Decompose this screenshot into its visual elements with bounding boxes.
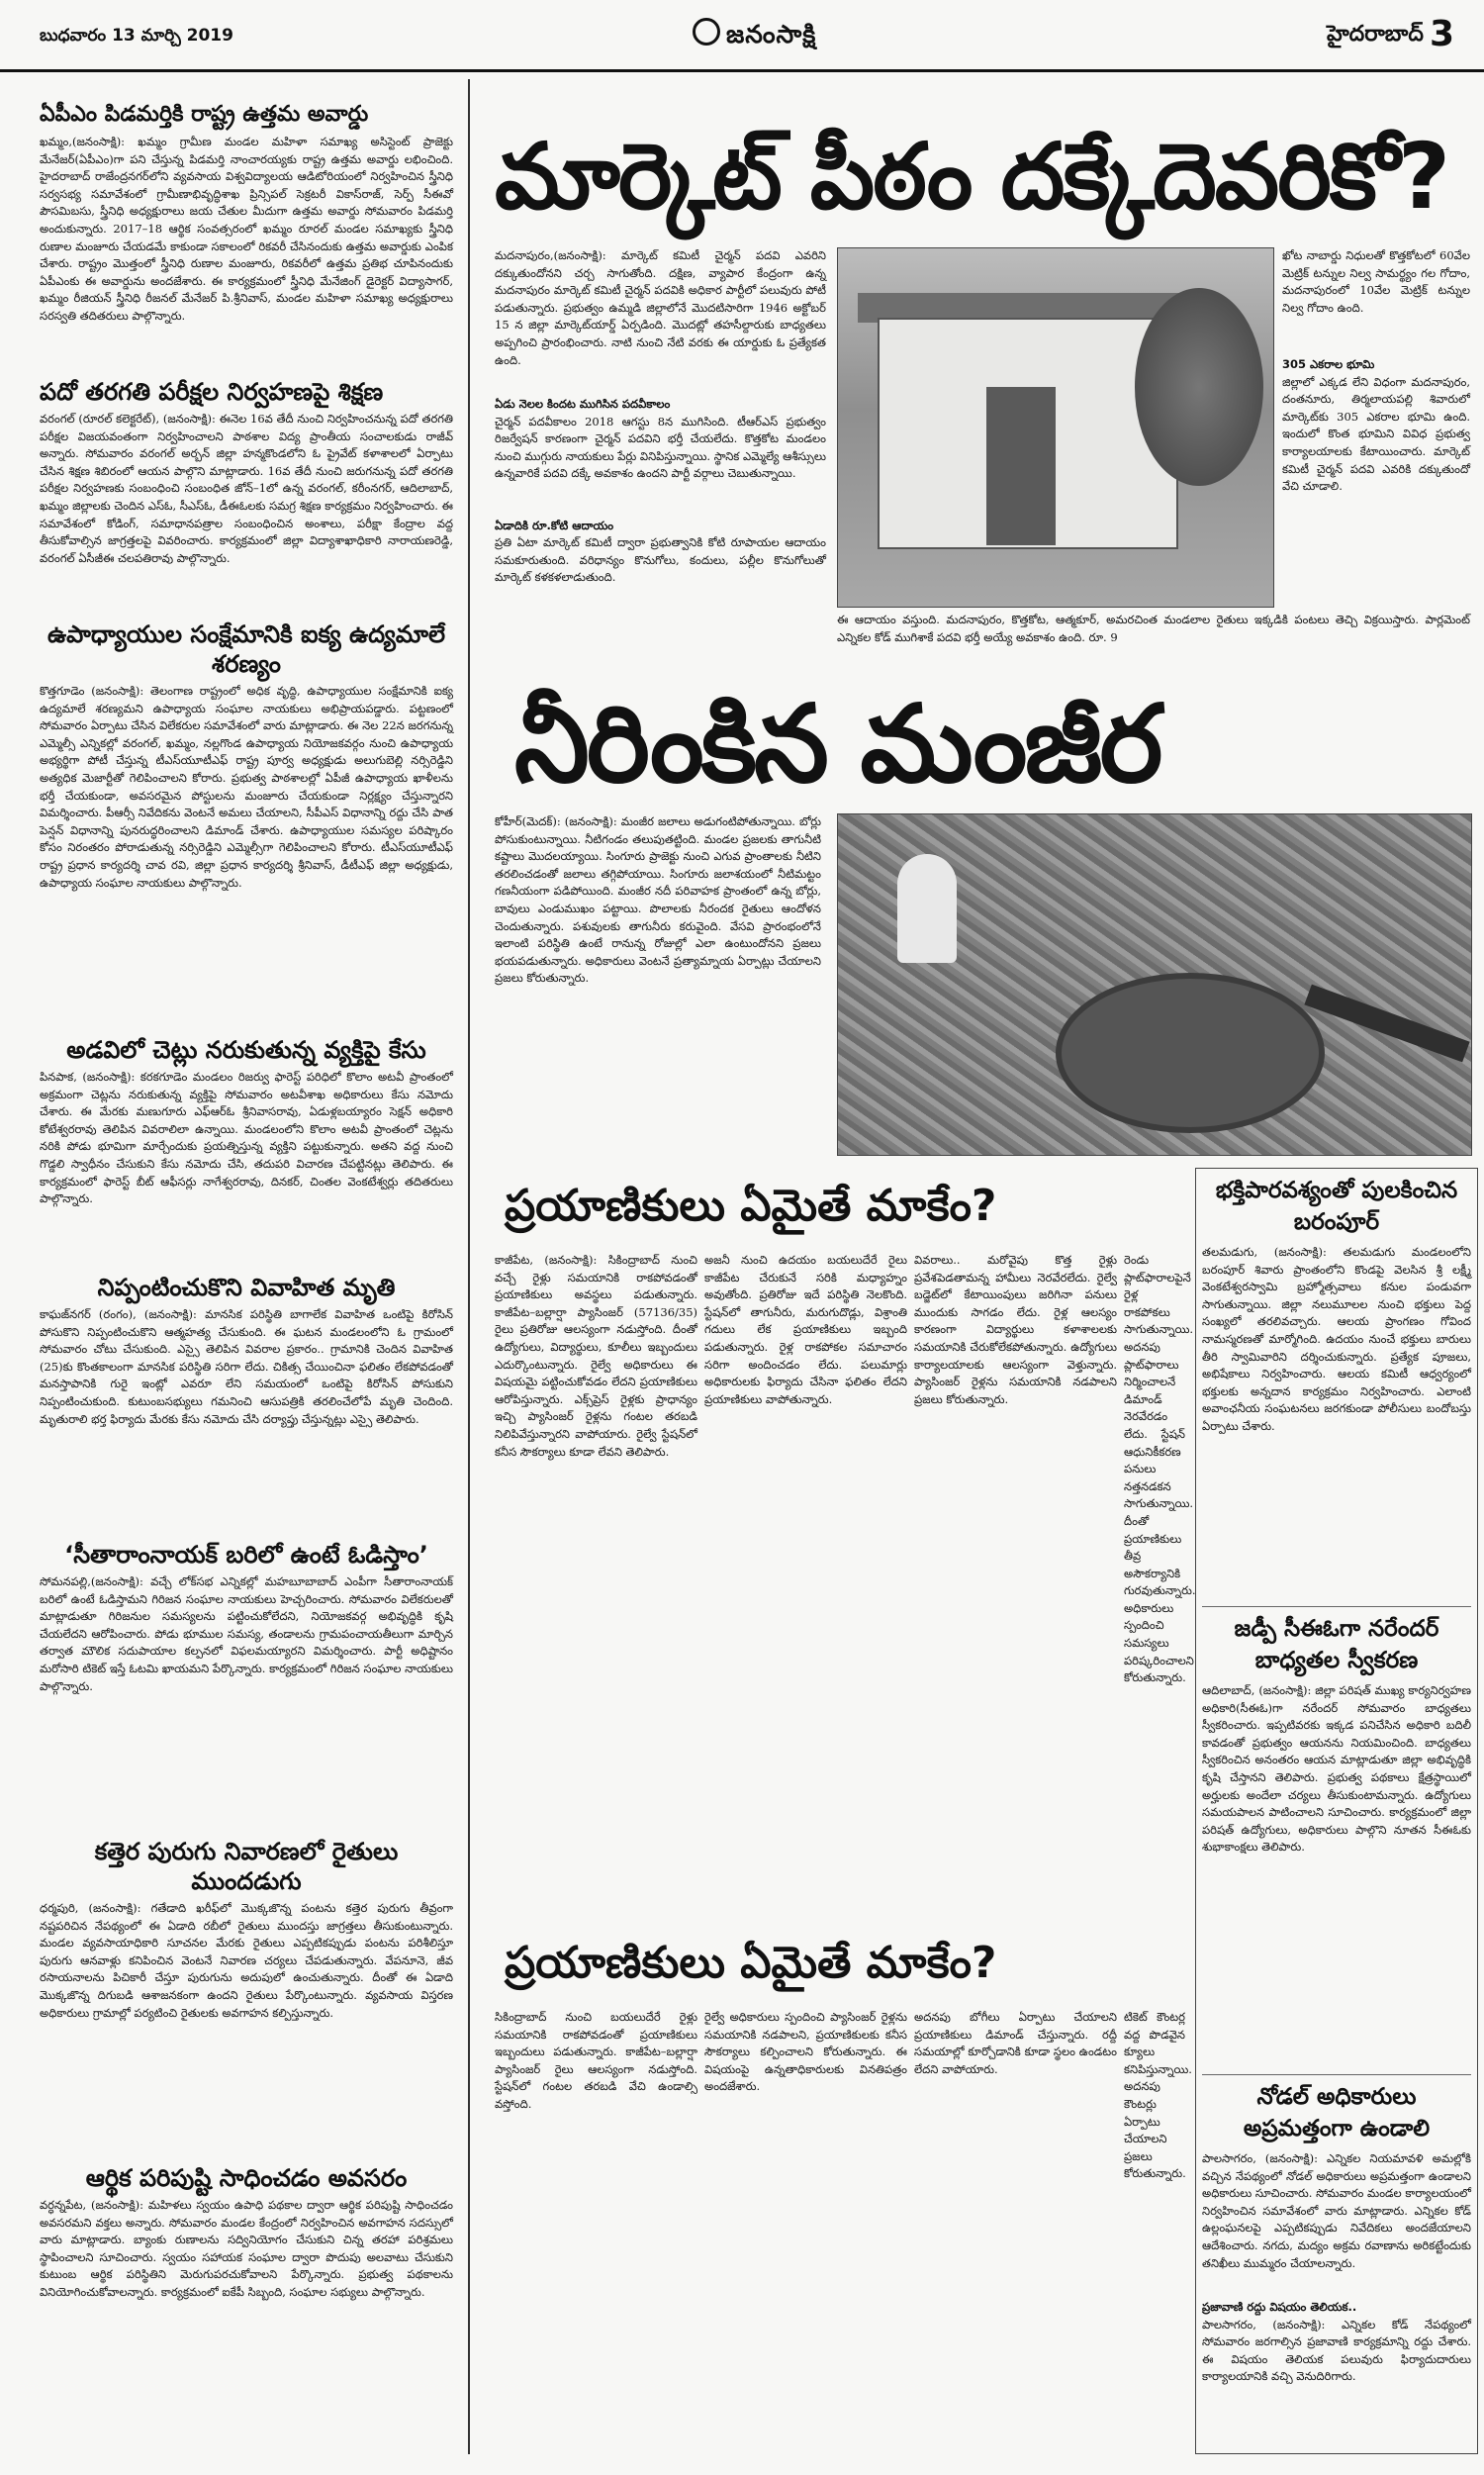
article-body: మదనాపురం,(జనంసాక్షి): మార్కెట్ కమిటీ చైర్మన్ పదవి ఎవరిని దక్కుతుందోనని చర్చ సాగుతోంది. దక్షిణ, వ్యాపార కేంద్రంగా ఉన్న మదనాపురం మార్కెట్ కమిటీ చైర్మన్ పదవికి అధికార పార్టీలో పలువురు పోటీ పడుతున్నారు. ప్రభుత్వం ఉమ్మడి జిల్లాలోనే మొదటిసారిగా 1946 అక్టోబర్ 15 న జిల్లా మార్కెట్‌యార్డ్ ఏర్పడింది. మొదట్లో తహసీల్దారుకు బాధ్యతలు అప్పగించి ప్రారంభించారు. నాటి నుంచి నేటి వరకు ఈ యార్డుకు ఓ ప్రత్యేకత ఉంది. bbox=[495, 248, 826, 367]
article-headline: పదో తరగతి పరీక్షల నిర్వహణపై శిక్షణ bbox=[40, 378, 384, 406]
divider bbox=[1202, 2074, 1471, 2075]
article-body: రెండు ప్లాట్‌ఫారాలపైనే రైళ్ల రాకపోకలు సాగుతున్నాయి. అదనపు ప్లాట్‌ఫారాలు నిర్మించాలనే డిమాండ్ నెరవేరడం లేదు. స్టేషన్ ఆధునికీకరణ పనులు నత్తనడకన సాగుతున్నాయి. దీంతో ప్రయాణికులు తీవ్ర అసౌకర్యానికి గురవుతున్నారు. అధికారులు స్పందించి సమస్యలు పరిష్కరించాలని కోరుతున్నారు. bbox=[1124, 1253, 1196, 1685]
photo-door bbox=[986, 387, 1056, 545]
article-body: వివరాలు.. మరోవైపు కొత్త రైళ్లు ప్రవేశపెడతామన్న హామీలు నెరవేరలేదు. రైల్వే బడ్జెట్‌లో కేటాయింపులు జరిగినా పనులు ముందుకు సాగడం లేదు. రైళ్ల ఆలస్యం కారణంగా విద్యార్థులు కళాశాలలకు సమయానికి చేరుకోలేకపోతున్నారు. ఉద్యోగులు కార్యాలయాలకు ఆలస్యంగా వెళ్తున్నారు. ప్యాసింజర్ రైళ్లను సమయానికి నడపాలని ప్రజలు కోరుతున్నారు. bbox=[914, 1253, 1117, 1406]
subheading: ఏడు నెలల కిందట ముగిసిన పదవీకాలం bbox=[495, 397, 671, 411]
article-body: అదనపు బోగీలు ఏర్పాటు చేయాలని ప్రయాణికులు డిమాండ్ చేస్తున్నారు. రద్దీ సమయాల్లో కూర్చోడానికి కూడా స్థలం ఉండటం లేదని వాపోయారు. bbox=[914, 2010, 1117, 2076]
sidebar-headline: జడ్పీ సీఈఓగా నరేందర్ బాధ్యతల స్వీకరణ bbox=[1234, 1616, 1439, 1673]
photo-tree bbox=[1135, 288, 1263, 486]
story-market-column bbox=[495, 247, 826, 619]
paper-logo bbox=[693, 18, 816, 55]
article-body: పాలసాగరం, (జనంసాక్షి): ఎన్నికల నియమావళి అమల్లోకి వచ్చిన నేపథ్యంలో నోడల్ అధికారులు అప్రమత్తంగా ఉండాలని అధికారులు సూచించారు. సోమవారం మండల కార్యాలయంలో నిర్వహించిన సమావేశంలో వారు మాట్లాడారు. ఎన్నికల కోడ్ ఉల్లంఘనలపై ఎప్పటికప్పుడు నివేదికలు అందజేయాలని ఆదేశించారు. నగదు, మద్యం అక్రమ రవాణాను అరికట్టేందుకు తనిఖీలు ముమ్మరం చేయాలన్నారు. bbox=[1202, 2151, 1471, 2270]
main-headline-manjeera: నీరింకిన మంజీర bbox=[514, 683, 1160, 807]
sidebar-headline: భక్తిపారవశ్యంతో పులకించిన బరంపూర్ bbox=[1215, 1178, 1458, 1235]
sidebar-headline: నోడల్ అధికారులు అప్రమత్తంగా ఉండాలి bbox=[1243, 2084, 1431, 2142]
article-body: జిల్లాలో ఎక్కడ లేని విధంగా మదనాపురం, దంతనూరు, తిర్మలాయపల్లి శివారులో మార్కెట్‌కు 305 ఎకరాల భూమి ఉంది. ఇందులో కొంత భూమిని వివిధ ప్రభుత్వ కార్యాలయాలకు కేటాయించారు. మార్కెట్ కమిటీ చైర్మన్ పదవి ఎవరికి దక్కుతుందో వేచి చూడాలి. bbox=[1282, 374, 1470, 494]
page-number: 3 bbox=[1429, 14, 1454, 54]
subheading: ప్రజావాణి రద్దు విషయం తెలియక.. bbox=[1202, 2300, 1357, 2314]
article-body: టికెట్ కౌంటర్ల వద్ద పొడవైన క్యూలు కనిపిస్తున్నాయి. అదనపు కౌంటర్లు ఏర్పాటు చేయాలని ప్రజలు కోరుతున్నారు. bbox=[1124, 2010, 1192, 2181]
subheading: 305 ఎకరాల భూమి bbox=[1282, 357, 1375, 371]
main-headline-market: మార్కెట్ పీఠం దక్కేదెవరికో? bbox=[495, 124, 1449, 230]
column-divider bbox=[468, 79, 470, 2454]
article-body: కోహీర్(మెదక్): (జనంసాక్షి): మంజీర జలాలు అడుగంటిపోతున్నాయి. బోర్లు పోసుకుంటున్నాయి. నీటిగండం తలుపుతట్టింది. మండల ప్రజలకు తాగునీటి కష్టాలు మొదలయ్యాయి. సింగూరు ప్రాజెక్టు నుంచి ఎగువ ప్రాంతాలకు నీటిని తరలించడంతో జలాలు తగ్గిపోయాయి. సింగూరు జలాశయంలో నీటిమట్టం గణనీయంగా పడిపోయింది. మంజీర నదీ పరివాహక ప్రాంతంలో ఉన్న బోర్లు, బావులు ఎండుముఖం పట్టాయి. పొలాలకు నీరందక రైతులు ఆందోళన చెందుతున్నారు. పశువులకు తాగునీరు కరువైంది. వేసవి ప్రారంభంలోనే ఇలాంటి పరిస్థితి ఉంటే రానున్న రోజుల్లో ఎలా ఉంటుందోనని ప్రజలు భయపడుతున్నారు. అధికారులు వెంటనే ప్రత్యామ్నాయ ఏర్పాట్లు చేయాలని ప్రజలు కోరుతున్నారు. bbox=[495, 814, 821, 986]
left-column bbox=[40, 94, 453, 2439]
city-name: హైదరాబాద్ bbox=[1326, 22, 1424, 47]
article-headline: ‘సీతారాంనాయక్ బరిలో ఉంటే ఓడిస్తాం’ bbox=[64, 1541, 428, 1569]
page-info bbox=[1327, 14, 1454, 54]
masthead bbox=[0, 0, 1484, 72]
article-body: ప్రతి ఏటా మార్కెట్ కమిటీ ద్వారా ప్రభుత్వానికి కోటి రూపాయల ఆదాయం సమకూరుతుంది. వరిధాన్యం కొనుగోలు, కందులు, పల్లీల కొనుగోలుతో మార్కెట్ కళకళలాడుతుంది. bbox=[495, 535, 826, 585]
article-body: సికింద్రాబాద్ నుంచి బయలుదేరే రైళ్లు సమయానికి రాకపోవడంతో ప్రయాణికులు ఇబ్బందులు పడుతున్నారు. కాజీపేట–బల్లార్షా ప్యాసింజర్ రైలు ఆలస్యంగా నడుస్తోంది. స్టేషన్‌లో గంటల తరబడి వేచి ఉండాల్సి వస్తోంది. bbox=[495, 2010, 697, 2111]
article-body: అజనీ నుంచి ఉదయం బయలుదేరే రైలు కాజీపేట చేరుకునే సరికి మధ్యాహ్నం అవుతోంది. ప్రతిరోజు ఇదే పరిస్థితి నెలకొంది. స్టేషన్‌లో తాగునీరు, మరుగుదొడ్లు, విశ్రాంతి గదులు లేక ప్రయాణికులు ఇబ్బంది పడుతున్నారు. రైళ్ల రాకపోకల సమాచారం సరిగా అందించడం లేదు. పలుమార్లు అధికారులకు ఫిర్యాదు చేసినా ఫలితం లేదని ప్రయాణికులు వాపోతున్నారు. bbox=[704, 1253, 907, 1406]
article-body: పాలసాగరం, (జనంసాక్షి): ఎన్నికల కోడ్ నేపథ్యంలో సోమవారం జరగాల్సిన ప్రజావాణి కార్యక్రమాన్ని రద్దు చేశారు. ఈ విషయం తెలియక పలువురు ఫిర్యాదుదారులు కార్యాలయానికి వచ్చి వెనుదిరిగారు. bbox=[1202, 2317, 1471, 2384]
right-sidebar-box bbox=[1195, 1168, 1478, 2454]
story-market-column bbox=[1282, 247, 1470, 606]
article-body: కొత్తగూడెం (జనంసాక్షి): తెలంగాణ రాష్ట్రంలో అధిక వృద్ధి, ఉపాధ్యాయుల సంక్షేమానికి ఐక్య ఉద్యమాలే శరణ్యమని ఉపాధ్యాయ సంఘాల నాయకులు అభిప్రాయపడ్డారు. పట్టణంలో సోమవారం ఏర్పాటు చేసిన విలేకరుల సమావేశంలో వారు మాట్లాడారు. ఈ నెల 22న జరగనున్న ఎమ్మెల్సీ ఎన్నికల్లో వరంగల్, ఖమ్మం, నల్లగొండ ఉపాధ్యాయ నియోజకవర్గం నుంచి ఉపాధ్యాయ అభ్యర్థిగా పోటీ చేస్తున్న టీఎస్‌యూటీఎఫ్ రాష్ట్ర పూర్వ అధ్యక్షుడు అలుగుబెల్లి నర్సిరెడ్డిని అత్యధిక మెజార్టీతో గెలిపించాలని కోరారు. ప్రభుత్వ పాఠశాలల్లో ఏపీజీ ఉపాధ్యాయ ఖాళీలను భర్తీ చేయకుండా, అవసరమైన పోస్టులను మంజూరు చేయకుండా నిర్లక్ష్యం చేస్తున్నారని విమర్శించారు. పీఆర్సీ నివేదికను వెంటనే అమలు చేయాలని, సీపీఎస్ విధానాన్ని రద్దు చేసి పాత పెన్షన్ విధానాన్ని పునరుద్ధరించాలని డిమాండ్ చేశారు. ఉపాధ్యాయుల సమస్యల పరిష్కారం కోసం నిరంతరం పోరాడుతున్న నర్సిరెడ్డిని ఎమ్మెల్సీగా గెలిపించాలని కోరారు. టీఎస్‌యూటీఎఫ్ రాష్ట్ర ప్రధాన కార్యదర్శి చావ రవి, జిల్లా ప్రధాన కార్యదర్శి శ్రీనివాస్, డీటీఎఫ్ జిల్లా అధ్యక్షుడు, ఉపాధ్యాయ సంఘాల నాయకులు పాల్గొన్నారు. bbox=[40, 684, 453, 890]
article-body: ఈ ఆదాయం వస్తుంది. మదనాపురం, కొత్తకోట, ఆత్మకూర్, అమరచింత మండలాల రైతులు ఇక్కడికి పంటలు తెచ్చి విక్రయిస్తారు. పార్లమెంట్ ఎన్నికల కోడ్ ముగిశాకే పదవి భర్తీ అయ్యే అవకాశం ఉంది. రూ. 9 bbox=[837, 613, 1470, 644]
article-headline: ఆర్థిక పరిపుష్టి సాధించడం అవసరం bbox=[85, 2164, 408, 2192]
photo-person bbox=[897, 854, 957, 963]
market-building-photo bbox=[837, 247, 1274, 608]
article-body: పినపాక, (జనంసాక్షి): కరకగూడెం మండలం రిజర్వు ఫారెస్ట్ పరిధిలో కొలాం అటవీ ప్రాంతంలో అక్రమంగా చెట్లను నరుకుతున్న వ్యక్తిపై సోమవారం అటవీశాఖ అధికారులు కేసు నమోదు చేశారు. ఈ మేరకు మణుగూరు ఎఫ్‌ఆర్‌ఓ శ్రీనివాసరావు, ఏడుళ్లబయ్యారం సెక్షన్ అధికారి కోటేశ్వరరావు తెలిపిన వివరాలిలా ఉన్నాయి. మండలంలోని కొలాం అటవీ ప్రాంతంలో చెట్లను నరికి పోడు భూమిగా మార్చేందుకు ప్రయత్నిస్తున్న వ్యక్తిని పట్టుకున్నారు. అతని వద్ద నుంచి గొడ్డలి స్వాధీనం చేసుకుని కేసు నమోదు చేసి, తదుపరి విచారణ చేపట్టినట్లు తెలిపారు. ఈ కార్యక్రమంలో ఫారెస్ట్ బీట్ ఆఫీసర్లు నాగేశ్వరరావు, దినకర్, చింతల వెంకటేశ్వర్లు తదితరులు పాల్గొన్నారు. bbox=[40, 1070, 453, 1206]
photo-pipe bbox=[1304, 985, 1469, 1063]
article-body: కాఘజ్‌నగర్ (రంగం), (జనంసాక్షి): మానసిక పరిస్థితి బాగాలేక వివాహిత ఒంటిపై కిరోసిన్ పోసుకొని నిప్పంటించుకొని ఆత్మహత్య చేసుకుంది. ఈ ఘటన మండలంలోని ఓ గ్రామంలో సోమవారం చోటు చేసుకుంది. ఎస్సై తెలిపిన వివరాల ప్రకారం.. గ్రామానికి చెందిన వివాహిత (25)కు కొంతకాలంగా మానసిక పరిస్థితి సరిగా లేదు. చికిత్స చేయించినా ఫలితం లేకపోవడంతో మనస్తాపానికి గురై ఇంట్లో ఎవరూ లేని సమయంలో ఒంటిపై కిరోసిన్ పోసుకుని నిప్పంటించుకుంది. కుటుంబసభ్యులు గమనించి ఆసుపత్రికి తరలించేలోపే మృతి చెందింది. మృతురాలి భర్త ఫిర్యాదు మేరకు కేసు నమోదు చేసి దర్యాప్తు చేస్తున్నట్లు ఎస్సై తెలిపారు. bbox=[40, 1307, 453, 1426]
photo-well bbox=[1056, 973, 1325, 1133]
article-headline: నిప్పంటించుకొని వివాహిత మృతి bbox=[97, 1274, 396, 1301]
article-body: వర్ధన్నపేట, (జనంసాక్షి): మహిళలు స్వయం ఉపాధి పథకాల ద్వారా ఆర్థిక పరిపుష్టి సాధించడం అవసరమని వక్తలు అన్నారు. సోమవారం మండల కేంద్రంలో నిర్వహించిన అవగాహన సదస్సులో వారు మాట్లాడారు. బ్యాంకు రుణాలను సద్వినియోగం చేసుకుని చిన్న తరహా పరిశ్రమలు స్థాపించాలని సూచించారు. స్వయం సహాయక సంఘాల ద్వారా పొదుపు అలవాటు చేసుకుని కుటుంబ ఆర్థిక పరిస్థితిని మెరుగుపరచుకోవాలని పేర్కొన్నారు. ప్రభుత్వ పథకాలను వినియోగించుకోవాలన్నారు. కార్యక్రమంలో ఐకేపీ సిబ్బంది, సంఘాల సభ్యులు పాల్గొన్నారు. bbox=[40, 2198, 453, 2299]
article-body: చైర్మన్ పదవీకాలం 2018 ఆగస్టు 8న ముగిసింది. టీఆర్ఎస్ ప్రభుత్వం రిజర్వేషన్ కారణంగా చైర్మన్ పదవిని భర్తీ చేయలేదు. కొత్తకోట మండలం నుంచి ముగ్గురు నాయకులు పేర్లు వినిపిస్తున్నాయి. స్థానిక ఎమ్మెల్యే ఆశీస్సులు ఉన్నవారికే పదవి దక్కే అవకాశం ఉందని పార్టీ వర్గాలు చెబుతున్నాయి. bbox=[495, 414, 826, 481]
subheading: ఏడాదికి రూ.కోటి ఆదాయం bbox=[495, 518, 614, 532]
dry-river-photo bbox=[837, 813, 1472, 1156]
article-body: సోమనపల్లి,(జనంసాక్షి): వచ్చే లోక్‌సభ ఎన్నికల్లో మహబూబాబాద్ ఎంపీగా సీతారాంనాయక్ బరిలో ఉంటే ఓడిస్తామని గిరిజన సంఘాల నాయకులు హెచ్చరించారు. సోమవారం విలేకరులతో మాట్లాడుతూ గిరిజనుల సమస్యలను పట్టించుకోలేదని, నియోజకవర్గ అభివృద్ధికి కృషి చేయలేదని ఆరోపించారు. పోడు భూముల సమస్య, తండాలను గ్రామపంచాయతీలుగా మార్చిన తర్వాత మౌలిక సదుపాయాల కల్పనలో విఫలమయ్యారని విమర్శించారు. పార్టీ అధిష్టానం మరోసారి టికెట్ ఇస్తే ఓటమి ఖాయమని పేర్కొన్నారు. కార్యక్రమంలో గిరిజన సంఘాల నాయకులు పాల్గొన్నారు. bbox=[40, 1574, 453, 1693]
logo-icon bbox=[693, 18, 720, 46]
headline-passengers: ప్రయాణికులు ఏమైతే మాకేం? bbox=[505, 1181, 997, 1231]
article-headline: అడవిలో చెట్లు నరుకుతున్న వ్యక్తిపై కేసు bbox=[66, 1036, 426, 1064]
article-headline: కత్తెర పురుగు నివారణలో రైతులు ముందడుగు bbox=[94, 1838, 399, 1895]
paper-name: జనంసాక్షి bbox=[726, 20, 817, 48]
article-body: రైల్వే అధికారులు స్పందించి ప్యాసింజర్ రైళ్లను సమయానికి నడపాలని, ప్రయాణికులకు కనీస సౌకర్యాలు కల్పించాలని కోరుతున్నారు. ఈ విషయంపై ఉన్నతాధికారులకు వినతిపత్రం అందజేశారు. bbox=[704, 2010, 907, 2094]
article-headline: ఉపాధ్యాయుల సంక్షేమానికి ఐక్య ఉద్యమాలే శరణ్యం bbox=[47, 620, 445, 678]
article-body: కాజీపేట, (జనంసాక్షి): సికింద్రాబాద్ నుంచి వచ్చే రైళ్లు సమయానికి రాకపోవడంతో ప్రయాణికులు అవస్థలు పడుతున్నారు. కాజీపేట–బల్లార్షా ప్యాసింజర్ (57136/35) రైలు ప్రతిరోజు ఆలస్యంగా నడుస్తోంది. దీంతో ఉద్యోగులు, విద్యార్థులు, కూలీలు ఇబ్బందులు ఎదుర్కొంటున్నారు. రైల్వే అధికారులు ఈ విషయమై పట్టించుకోవడం లేదని ప్రయాణికులు ఆరోపిస్తున్నారు. ఎక్స్‌ప్రెస్ రైళ్లకు ప్రాధాన్యం ఇచ్చి ప్యాసింజర్ రైళ్లను గంటల తరబడి నిలిపివేస్తున్నారని వాపోయారు. రైల్వే స్టేషన్‌లో కనీస సౌకర్యాలు కూడా లేవని తెలిపారు. bbox=[495, 1253, 697, 1459]
article-body: ధర్మపురి, (జనంసాక్షి): గతేడాది ఖరీఫ్‌లో మొక్కజొన్న పంటను కత్తెర పురుగు తీవ్రంగా నష్టపరిచిన నేపథ్యంలో ఈ ఏడాది రబీలో రైతులు ముందస్తు జాగ్రత్తలు తీసుకుంటున్నారు. మండల వ్యవసాయాధికారి సూచనల మేరకు రైతులు ఎప్పటికప్పుడు పంటను పరిశీలిస్తూ పురుగు ఆనవాళ్లు కనిపించిన వెంటనే నివారణ చర్యలు చేపడుతున్నారు. వేపనూనె, జీవ రసాయనాలను పిచికారీ చేస్తూ పురుగును అదుపులో ఉంచుతున్నారు. దీంతో ఈ ఏడాది మొక్కజొన్న దిగుబడి ఆశాజనకంగా ఉందని రైతులు పేర్కొంటున్నారు. వ్యవసాయ విస్తరణ అధికారులు గ్రామాల్లో పర్యటించి రైతులకు అవగాహన కల్పిస్తున్నారు. bbox=[40, 1901, 453, 2020]
divider bbox=[1202, 1606, 1471, 1607]
article-body: ఖోట నాబార్డు నిధులతో కొత్తకోటలో 60వేల మెట్రిక్ టన్నుల నిల్వ సామర్థ్యం గల గోదాం, మదనాపురంలో 10వేల మెట్రిక్ టన్నుల నిల్వ గోదాం ఉంది. bbox=[1282, 248, 1470, 315]
issue-date: బుధవారం 13 మార్చి 2019 bbox=[40, 26, 233, 46]
article-body: ఆదిలాబాద్, (జనంసాక్షి): జిల్లా పరిషత్ ముఖ్య కార్యనిర్వహణ అధికారి(సీఈఓ)గా నరేందర్ సోమవారం బాధ్యతలు స్వీకరించారు. ఇప్పటివరకు ఇక్కడ పనిచేసిన అధికారి బదిలీ కావడంతో ప్రభుత్వం ఆయనను నియమించింది. బాధ్యతలు స్వీకరించిన అనంతరం ఆయన మాట్లాడుతూ జిల్లా అభివృద్ధికి కృషి చేస్తానని తెలిపారు. ప్రభుత్వ పథకాలు క్షేత్రస్థాయిలో అర్హులకు అందేలా చర్యలు తీసుకుంటామన్నారు. ఉద్యోగులు సమయపాలన పాటించాలని సూచించారు. కార్యక్రమంలో జిల్లా పరిషత్ ఉద్యోగులు, అధికారులు పాల్గొని నూతన సీఈఓకు శుభాకాంక్షలు తెలిపారు. bbox=[1202, 1683, 1471, 1855]
article-body: వరంగల్ (రూరల్ కలెక్టరేట్), (జనంసాక్షి): ఈనెల 16వ తేదీ నుంచి నిర్వహించనున్న పదో తరగతి పరీక్షల విజయవంతంగా నిర్వహించాలని పాఠశాల విద్య ప్రాంతీయ సంచాలకుడు రాజీవ్ అన్నారు. సోమవారం వరంగల్ అర్బన్ జిల్లా హన్మకొండలోని ఓ ప్రైవేట్ కళాశాలలో ఏర్పాటు చేసిన శిక్షణ శిబిరంలో ఆయన పాల్గొని మాట్లాడారు. 16వ తేదీ నుంచి జరుగనున్న పదో తరగతి పరీక్షల నిర్వహణకు సంబంధించి సంబంధిత జోన్–1లో ఉన్న వరంగల్, కరీంనగర్, ఆదిలాబాద్, ఖమ్మం జిల్లాలకు చెందిన ఎస్‌ఓ, సీఎస్‌ఓ, డీఈఓలకు సమగ్ర శిక్షణ కార్యక్రమం నిర్వహించారు. ఈ సమావేశంలో కోడింగ్, సమాధానపత్రాల సంబంధించిన అంశాలు, పరీక్షా కేంద్రాల వద్ద తీసుకోవాల్సిన జాగ్రత్తలపై వివరించారు. కార్యక్రమంలో జిల్లా విద్యాశాఖాధికారి నారాయణరెడ్డి, వరంగల్ ఏసీజీఈ చలపతిరావు పాల్గొన్నారు. bbox=[40, 412, 453, 565]
article-headline: ఏపీఎం పిడమర్తికి రాష్ట్ర ఉత్తమ అవార్డు bbox=[40, 102, 369, 127]
headline-passengers-repeat: ప్రయాణికులు ఏమైతే మాకేం? bbox=[505, 1938, 997, 1988]
article-body: ఖమ్మం,(జనంసాక్షి): ఖమ్మం గ్రామీణ మండల మహిళా సమాఖ్య అసిస్టెంట్ ప్రాజెక్టు మేనేజర్(ఏపీఎం)గా పని చేస్తున్న పిడమర్తి నాంచారయ్యకు రాష్ట్ర ఉత్తమ అవార్డు లభించింది. హైదరాబాద్ రాజేంద్రనగర్‌లోని వ్యవసాయ విశ్వవిద్యాలయ ఆడిటోరియంలో నిర్వహించిన స్త్రీనిధి సర్వసభ్య సమావేశంలో గ్రామీణాభివృద్ధిశాఖ ప్రిన్సిపల్ సెక్రటరీ వికాస్‌రాజ్, సెర్ప్ సీఈవో పౌసమిబసు, స్త్రీనిధి అధ్యక్షురాలు జయ చేతుల మీదుగా ఉత్తమ అవార్డు సోమవారం పిడమర్తి అందుకున్నారు. 2017–18 ఆర్థిక సంవత్సరంలో ఖమ్మం రూరల్ మండల సమాఖ్యకు స్త్రీనిధి రుణాల మంజూరు చేయడమే కాకుండా సకాలంలో రికవరీ చేసినందుకు ఉత్తమ అవార్డుకు ఎంపిక చేశారు. రాష్ట్రం మొత్తంలో స్త్రీనిధి రుణాల మంజూరు, రికవరీలో ఉత్తమ ప్రతిభ చూపినందుకు ఏపీఎంకు ఈ అవార్డును అందజేశారు. ఈ కార్యక్రమంలో స్త్రీనిధి మేనేజింగ్ డైరెక్టర్ విద్యాసాగర్, ఖమ్మం రీజియన్ స్త్రీనిధి రీజనల్ మేనేజర్ పి.శ్రీనివాస్, మండల మహిళా సమాఖ్య అధ్యక్షురాలు సరస్వతి తదితరులు పాల్గొన్నారు. bbox=[40, 135, 453, 323]
article-body: తలమడుగు, (జనంసాక్షి): తలమడుగు మండలంలోని బరంపూర్ శివారు ప్రాంతంలోని కొండపై వెలసిన శ్రీ లక్ష్మీ వెంకటేశ్వరస్వామి బ్రహ్మోత్సవాలు కనుల పండువగా సాగుతున్నాయి. జిల్లా నలుమూలల నుంచి భక్తులు పెద్ద సంఖ్యలో తరలివచ్చారు. ఆలయ ప్రాంగణం గోవింద నామస్మరణతో మార్మోగింది. ఉదయం నుంచే భక్తులు బారులు తీరి స్వామివారిని దర్శించుకున్నారు. ప్రత్యేక పూజలు, అభిషేకాలు నిర్వహించారు. ఆలయ కమిటీ ఆధ్వర్యంలో భక్తులకు అన్నదాన కార్యక్రమం నిర్వహించారు. ఎలాంటి అవాంఛనీయ సంఘటనలు జరగకుండా పోలీసులు బందోబస్తు ఏర్పాటు చేశారు. bbox=[1202, 1245, 1471, 1433]
